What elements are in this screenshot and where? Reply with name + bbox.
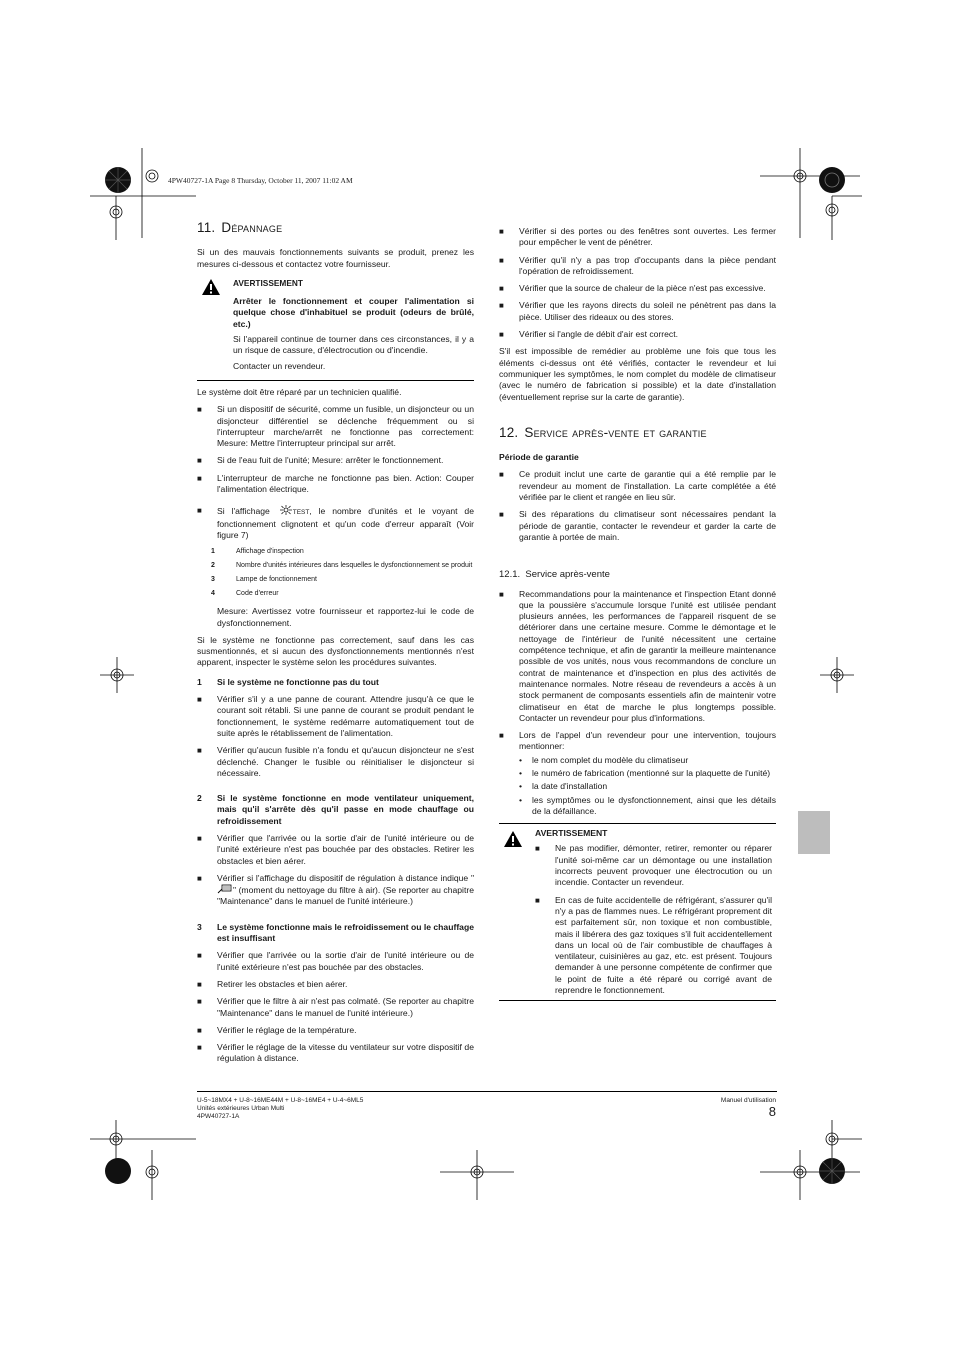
section-11-title: Dépannage: [221, 220, 283, 235]
dot-bullet-icon: •: [519, 794, 523, 805]
square-bullet-icon: ■: [499, 330, 504, 340]
warranty-heading: Période de garantie: [499, 452, 579, 463]
right-column: [499, 226, 776, 1007]
list-item: ■ Si de l'eau fuit de l'unité; Mesure: arrêter le fonctionnement.: [197, 455, 444, 466]
square-bullet-icon: ■: [499, 301, 504, 311]
warning-box-2: [499, 823, 776, 1001]
list-item: ■ Vérifier qu'aucun fusible n'a fondu et qu'aucun disjoncteur ne s'est déclenché. Changer le fusible ou réinitialiser le disjoncteur si nécessaire.: [197, 745, 474, 778]
square-bullet-icon: ■: [197, 873, 202, 883]
list-item: ■ Lors de l'appel d'un revendeur pour une intervention, toujours mentionner:: [499, 730, 776, 752]
footer-code: 4PW40727-1A: [197, 1113, 240, 1120]
case-1-heading: 1 Si le système ne fonctionne pas du tout: [197, 676, 379, 687]
square-bullet-icon: ■: [197, 1025, 202, 1035]
square-bullet-icon: ■: [197, 405, 202, 415]
square-bullet-icon: ■: [499, 510, 504, 520]
inspect-intro: Si le système ne fonctionne pas correctement, sauf dans les cas susmentionnés, et si aucun des dysfonctionnements mentionnés n'est apparent, inspecter le système selon les procédures suivantes.: [197, 634, 474, 668]
warning-triangle-icon: [201, 278, 221, 296]
footer-model: U-5~18MX4 + U-8~16ME44M + U-8~16ME4 + U-4~6ML5: [197, 1097, 364, 1104]
list-item: ■ Si des réparations du climatiseur sont nécessaires pendant la période de garantie, contacter le revendeur et garder la carte de garantie à portée de main.: [499, 509, 776, 542]
section-12-title: Service après-vente et garantie: [524, 424, 707, 440]
section-11-heading: [197, 222, 474, 233]
list-item: ■ Vérifier que les rayons directs du soleil ne pénètrent pas dans la pièce. Utiliser des rideaux ou des stores.: [499, 300, 776, 322]
warning-bold-text: Arrêter le fonctionnement et couper l'alimentation si quelque chose d'inhabituel se produit (odeurs de brûlé, etc.): [233, 296, 474, 329]
square-bullet-icon: ■: [499, 470, 504, 480]
warning-triangle-icon: [503, 830, 523, 848]
square-bullet-icon: ■: [197, 746, 202, 756]
footer-left: [197, 1097, 363, 1121]
square-bullet-icon: ■: [535, 895, 540, 905]
square-bullet-icon: ■: [499, 589, 504, 599]
warning-text-2: Contacter un revendeur.: [233, 360, 326, 371]
right-outro: S'il est impossible de remédier au problème une fois que tous les éléments ci-dessus ont été vérifiés, contacter le revendeur et lui communiquer les symptômes, le nom complet du modèle de climatiseur (avec le numéro de fabrication si possible) et la date d'installation (éventuellement reprise sur la carte de garantie).: [499, 346, 776, 402]
footer-manual: Manuel d'utilisation: [720, 1097, 776, 1104]
list-item: • le nom complet du modèle du climatiseur: [519, 754, 689, 765]
square-bullet-icon: ■: [197, 473, 202, 483]
list-item: ■ Vérifier s'il y a une panne de courant. Attendre jusqu'à ce que le courant soit rétabli. Si une panne de courant se produit pendant le fonctionnement, le système redémarre automatiquement tout de suite après le rétablissement de l'alimentation.: [197, 694, 474, 738]
list-item: 4 Code d'erreur: [211, 590, 279, 598]
list-item: ■ Vérifier que l'arrivée ou la sortie d'air de l'unité intérieure ou de l'unité extérieure n'est pas bouchée par des obstacles.: [197, 950, 474, 972]
warning-title: AVERTISSEMENT: [535, 828, 608, 839]
list-item: ■ L'interrupteur de marche ne fonctionne pas bien. Action: Couper l'alimentation électrique.: [197, 472, 474, 495]
repair-note: Le système doit être réparé par un technicien qualifié.: [197, 386, 402, 397]
measure-text: Mesure: Avertissez votre fournisseur et rapportez-lui le code de dysfonctionnement.: [217, 606, 474, 628]
square-bullet-icon: ■: [197, 997, 202, 1007]
list-item: • les symptômes ou le dysfonctionnement, ainsi que les détails de la défaillance.: [519, 794, 776, 816]
section-11-number: 11.: [197, 220, 216, 235]
list-item: ■ Si un dispositif de sécurité, comme un fusible, un disjoncteur ou un disjoncteur différentiel se déclenche fréquemment ou si l'interrupteur marche/arrêt ne fonctionne pas correctement: Mesure: Mettre l'interrupteur principal sur arrêt.: [197, 404, 474, 449]
list-item: • la date d'installation: [519, 781, 608, 792]
list-item: ■ Vérifier le réglage de la température.: [197, 1024, 357, 1035]
filter-clean-icon: [217, 884, 233, 894]
inspection-display-icon: [279, 505, 293, 515]
footer-rule: [197, 1091, 777, 1092]
list-item: ■ Ce produit inclut une carte de garantie qui a été remplie par le revendeur au moment de l'installation. La carte complétée a été vérifiée par le client et rangée en lieu sûr.: [499, 469, 776, 503]
square-bullet-icon: ■: [197, 833, 202, 843]
square-bullet-icon: ■: [499, 731, 504, 741]
list-item: ■ Vérifier que le filtre à air n'est pas colmaté. (Se reporter au chapitre "Maintenance" dans le manuel de l'unité intérieure.): [197, 996, 474, 1018]
warning-text-1: Si l'appareil continue de tourner dans ces circonstances, il y a un risque de cassure, d'électrocution ou d'incendie.: [233, 334, 474, 356]
list-item: 1 Affichage d'inspection: [211, 548, 304, 556]
subsection-12-1-heading: 12.1. Service après-vente: [499, 569, 610, 581]
mention-list: [499, 755, 776, 817]
list-item: ■ Vérifier le réglage de la vitesse du ventilateur sur votre dispositif de régulation à distance.: [197, 1042, 474, 1064]
square-bullet-icon: ■: [197, 695, 202, 705]
section-11-intro: Si un des mauvais fonctionnements suivants se produit, prenez les mesures ci-dessous et contactez votre fournisseur.: [197, 247, 474, 269]
test-label: TEST: [292, 509, 310, 517]
list-item: ■ Recommandations pour la maintenance et l'inspection Etant donné que la poussière s'accumule lorsque l'unité est utilisée pendant plusieurs années, les performances de l'appareil risquent de se détériorer dans une certaine mesure. Comme le démontage et le nettoyage de l'intérieur de l'unité nécessitent une certaine compétence technique, et afin de garantir la meilleure maintenance possible de vos unités, nous vous recommandons de conclure un contrat de maintenance et d'inspection en plus des activités de maintenance normales. Notre réseau de revendeurs a accès à un stock permanent de composants essentiels afin de maintenir votre climatiseur en état de marche le plus longtemps possible. Contacter un revendeur pour plus d'informations.: [499, 588, 776, 723]
list-item: 3 Lampe de fonctionnement: [211, 576, 317, 584]
section-12-number: 12.: [499, 424, 519, 440]
square-bullet-icon: ■: [499, 284, 504, 294]
list-item: • le numéro de fabrication (mentionné sur la plaquette de l'unité): [519, 767, 771, 778]
left-column: [197, 222, 474, 1071]
page-number: 8: [768, 1104, 776, 1119]
square-bullet-icon: ■: [535, 844, 540, 854]
list-item: ■ Vérifier si l'affichage du dispositif de régulation à distance indique "" (moment du nettoyage du filtre à air). (Se reporter au chapitre "Maintenance" dans le manuel de l'unité intérieure.): [197, 872, 474, 907]
list-item: ■ En cas de fuite accidentelle de réfrigérant, s'assurer qu'il n'y a pas de flammes nues. Le réfrigérant proprement dit est parfaitement sûr, non toxique et non combustible, mais il libérera des gaz toxiques s'il fuit accidentellement dans un local où de l'air combustible de chauffages à ventilateur, cuisinières au gaz, etc. est présent. Toujours demander à une personne compétente de confirmer que le point de fuite a été réparé ou corrigé avant de reprendre le fonctionnement.: [535, 894, 772, 996]
list-item: 2 Nombre d'unités intérieures dans lesquelles le dysfonctionnement se produit: [211, 562, 473, 570]
list-item: ■ Retirer les obstacles et bien aérer.: [197, 978, 348, 989]
warning-box-1: [197, 278, 474, 381]
list-item: ■ Vérifier si l'angle de débit d'air est correct.: [499, 329, 678, 340]
square-bullet-icon: ■: [197, 506, 202, 516]
footer-line2: Unités extérieures Urban Multi: [197, 1105, 285, 1112]
list-item: ■ Vérifier que la source de chaleur de la pièce n'est pas excessive.: [499, 283, 766, 294]
square-bullet-icon: ■: [499, 227, 504, 236]
list-item: ■ Ne pas modifier, démonter, retirer, remonter ou réparer l'unité soi-même car un démontage ou une installation incorrects peuvent provoquer une électrocution ou un incendie. Contacter un revendeur.: [535, 843, 772, 888]
case-3-heading: 3 Le système fonctionne mais le refroidissement ou le chauffage est insuffisant: [197, 921, 474, 944]
list-item: ■ Vérifier qu'il n'y a pas trop d'occupants dans la pièce pendant l'opération de refroidissement.: [499, 254, 776, 276]
figure-legend: [211, 547, 474, 598]
list-item: ■ Vérifier que l'arrivée ou la sortie d'air de l'unité intérieure ou de l'unité extérieure n'est pas bouchée par des obstacles. Retirer les obstacles et bien aérer.: [197, 832, 474, 866]
square-bullet-icon: ■: [499, 255, 504, 265]
dot-bullet-icon: •: [519, 781, 523, 792]
list-item: ■ Si l'affichage TEST, le nombre d'unités et le voyant de fonctionnement clignotent et qu'un code d'erreur apparaît (Voir figure 7): [197, 506, 474, 540]
list-item: ■ Vérifier si des portes ou des fenêtres sont ouvertes. Les fermer pour empêcher le vent de pénétrer.: [499, 226, 776, 248]
dot-bullet-icon: •: [519, 767, 523, 778]
warning-title: AVERTISSEMENT: [233, 277, 303, 288]
square-bullet-icon: ■: [197, 1043, 202, 1053]
square-bullet-icon: ■: [197, 951, 202, 961]
square-bullet-icon: ■: [197, 456, 202, 466]
dot-bullet-icon: •: [519, 754, 523, 765]
section-tab-marker: [798, 811, 830, 854]
case-2-heading: 2 Si le système fonctionne en mode ventilateur uniquement, mais qu'il s'arrête dès qu'il passe en mode chauffage ou refroidissement: [197, 793, 474, 826]
section-12-heading: [499, 424, 776, 440]
job-info-line: 4PW40727-1A Page 8 Thursday, October 11, 2007 11:02 AM: [168, 176, 353, 185]
square-bullet-icon: ■: [197, 979, 202, 989]
